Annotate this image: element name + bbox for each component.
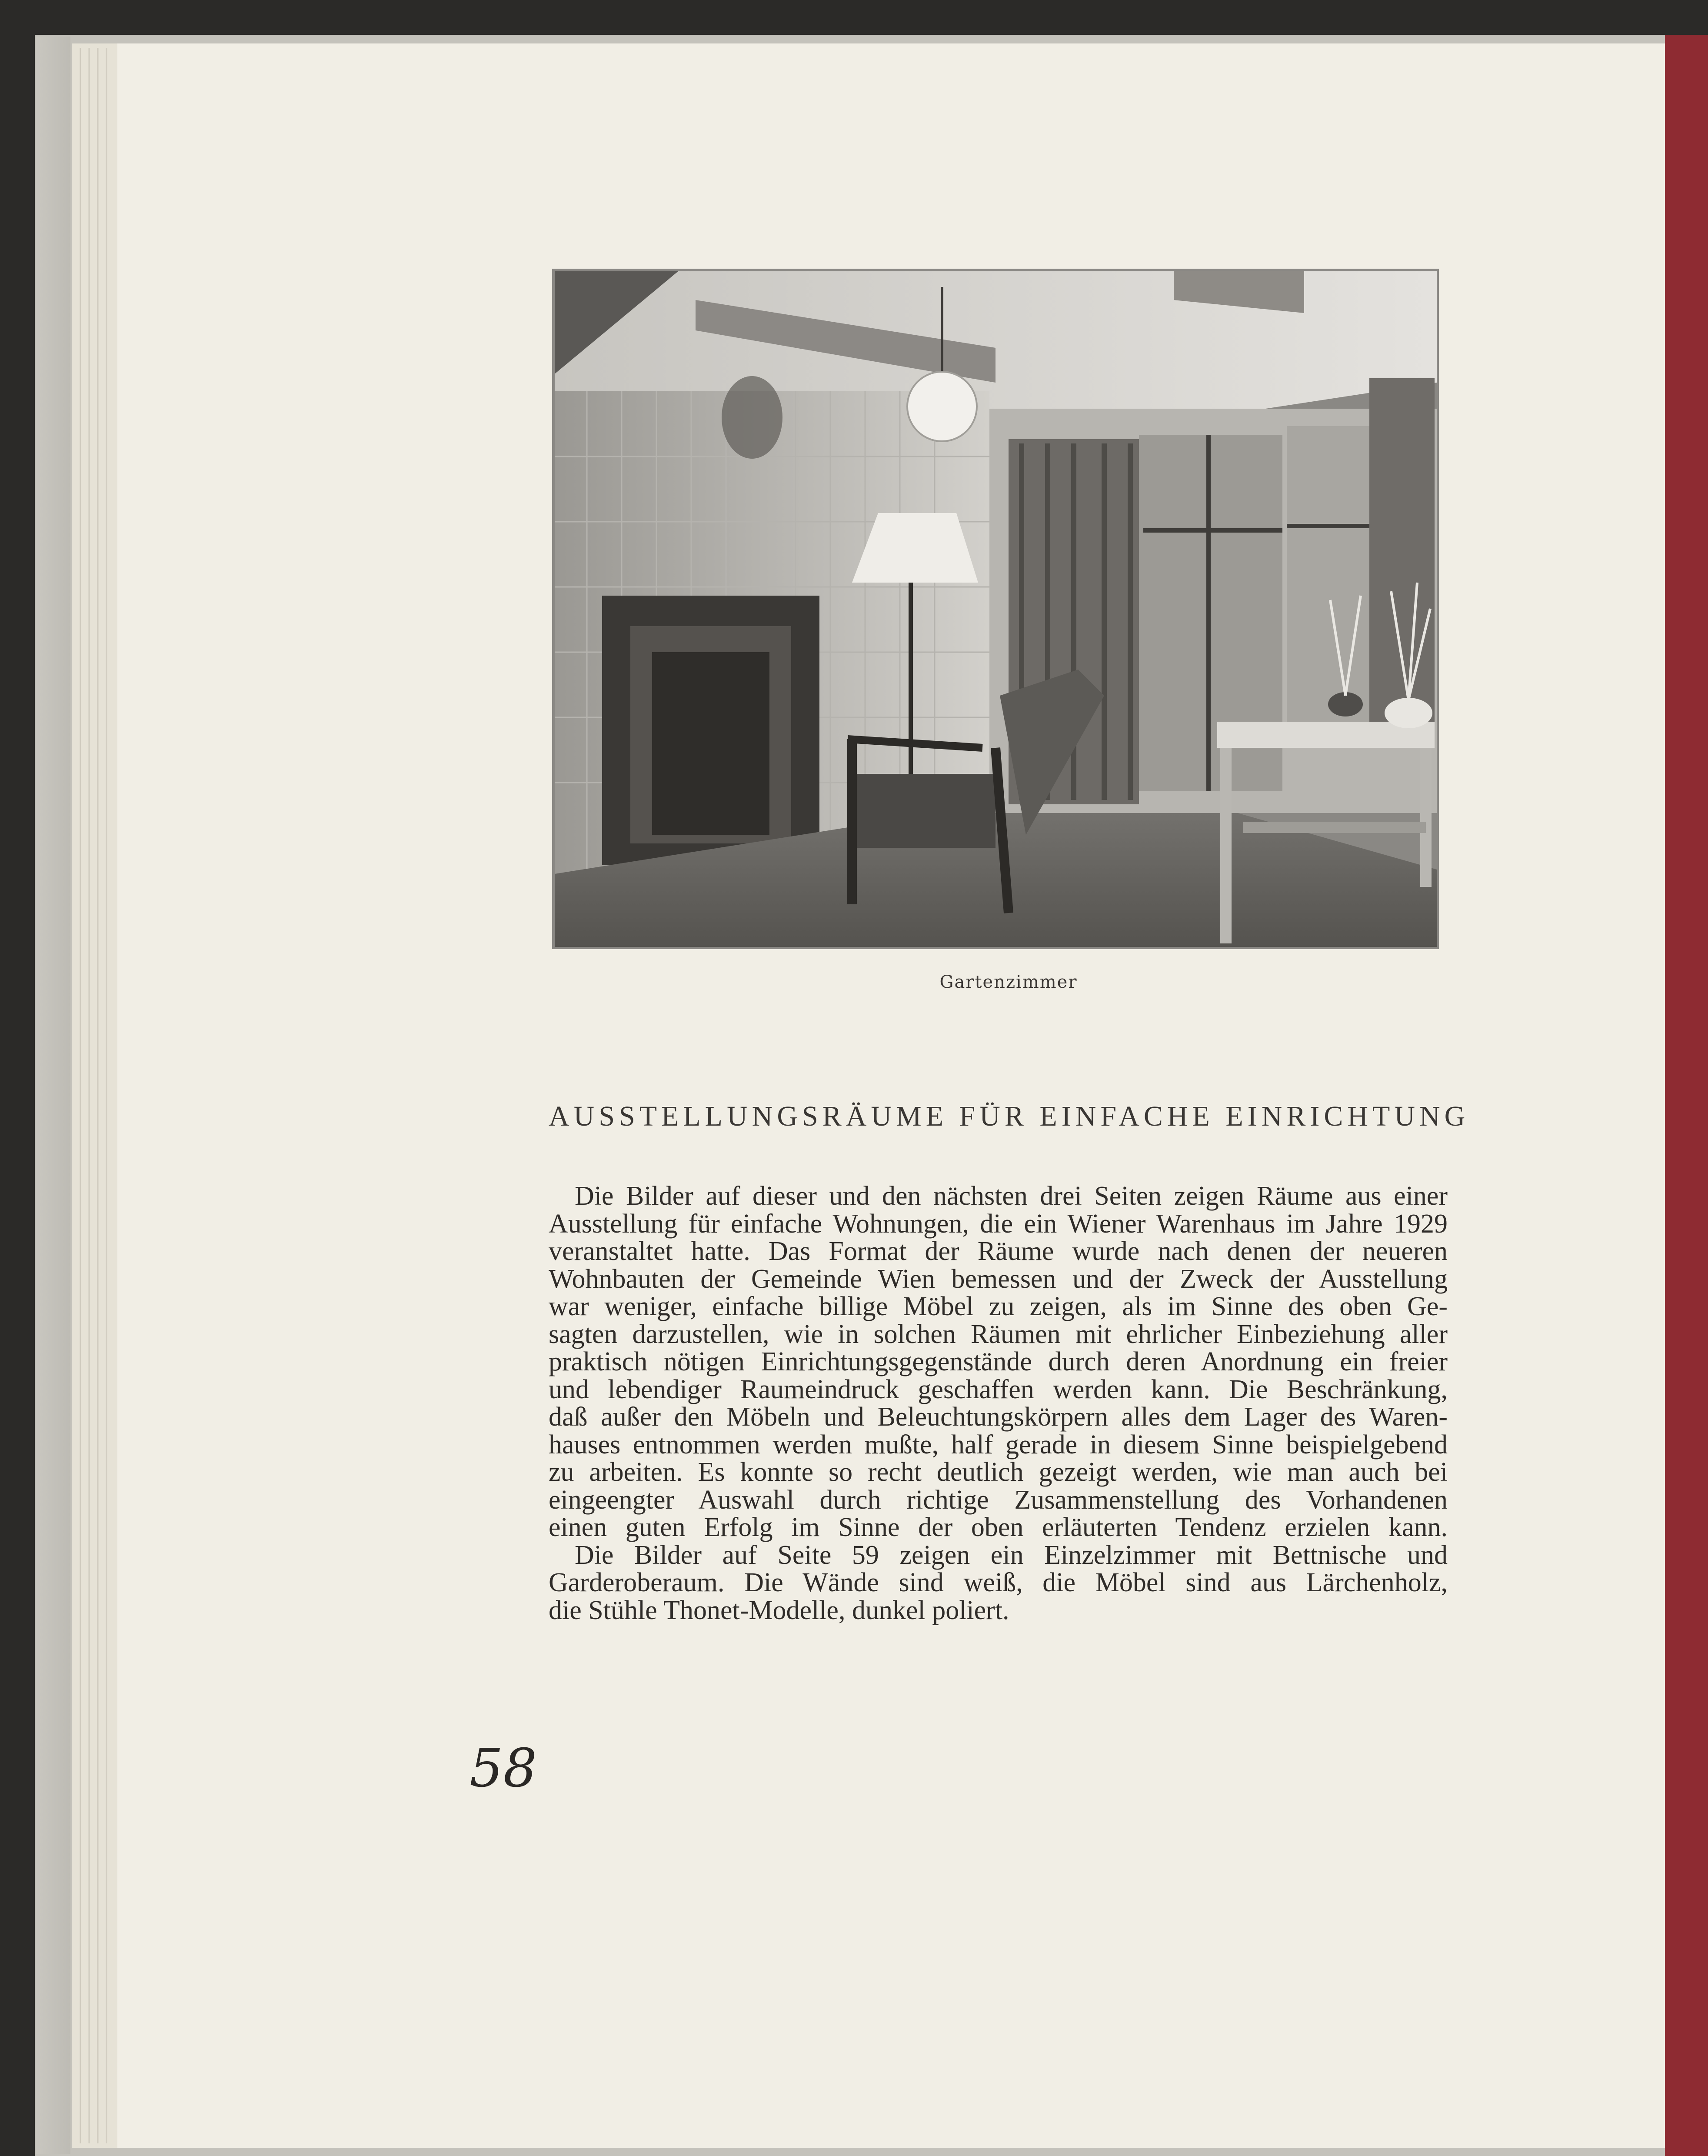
section-heading: AUSSTELLUNGSRÄUME FÜR EINFACHE EINRICHTUNG	[549, 1100, 1470, 1132]
body-line: Ausstellung für einfache Wohnungen, die ein Wiener Warenhaus im Jahre 1929	[549, 1209, 1448, 1239]
body-line: Die Bilder auf Seite 59 zeigen ein Einzelzimmer mit Bettnische und	[575, 1540, 1448, 1570]
spine-cloth	[36, 37, 70, 2154]
body-line: und lebendiger Raumeindruck geschaffen werden kann. Die Beschränkung,	[549, 1374, 1448, 1404]
body-line: praktisch nötigen Einrichtungsgegenstände durch deren Anordnung ein freier	[549, 1347, 1448, 1376]
body-text	[549, 1183, 1448, 1624]
curtain-right	[1369, 378, 1435, 726]
body-line: sagten darzustellen, wie in solchen Räumen mit ehrlicher Einbeziehung aller	[549, 1319, 1448, 1349]
body-line: war weniger, einfache billige Möbel zu zeigen, als im Sinne des oben Ge-	[549, 1292, 1448, 1321]
photo-caption: Gartenzimmer	[939, 972, 1078, 992]
body-line: hauses entnommen werden mußte, half gerade in diesem Sinne beispielgebend	[549, 1430, 1448, 1460]
body-line: daß außer den Möbeln und Beleuchtungskörpern alles dem Lager des Waren-	[549, 1402, 1448, 1432]
body-line: Wohnbauten der Gemeinde Wien bemessen und der Zweck der Ausstellung	[549, 1264, 1448, 1294]
pendant-lamp	[907, 372, 977, 441]
body-line: die Stühle Thonet-Modelle, dunkel poliert.	[549, 1595, 1009, 1625]
body-line: eingeengter Auswahl durch richtige Zusammenstellung des Vorhandenen	[549, 1485, 1448, 1515]
body-line: Garderoberaum. Die Wände sind weiß, die Möbel sind aus Lärchenholz,	[549, 1568, 1448, 1597]
body-line: einen guten Erfolg im Sinne der oben erläuterten Tendenz erzielen kann.	[549, 1513, 1448, 1542]
room-photograph	[552, 269, 1439, 949]
body-line: zu arbeiten. Es konnte so recht deutlich gezeigt werden, wie man auch bei	[549, 1457, 1448, 1487]
page-number: 58	[469, 1737, 537, 1799]
body-line: veranstaltet hatte. Das Format der Räume wurde nach denen der neueren	[549, 1236, 1448, 1266]
body-line: Die Bilder auf dieser und den nächsten drei Seiten zeigen Räume aus einer	[575, 1181, 1448, 1211]
